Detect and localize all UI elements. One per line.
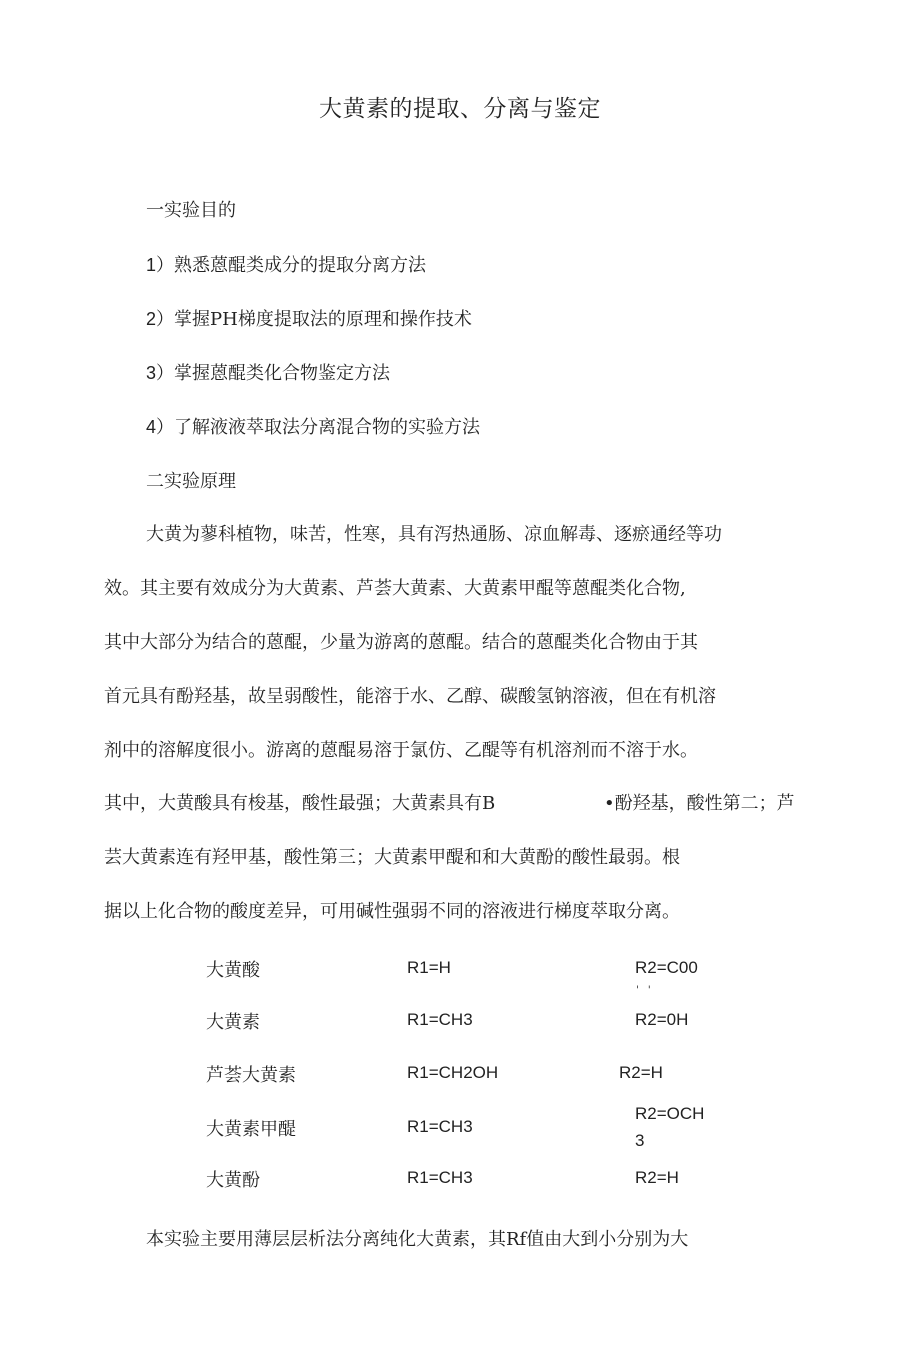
r1-value: R1=CH3 bbox=[407, 1117, 473, 1136]
paragraph-line: 其中大部分为结合的蒽醌，少量为游离的蒽醌。结合的蒽醌类化合物由于其 bbox=[104, 632, 698, 653]
compound-name: 大黄素甲醍 bbox=[206, 1119, 296, 1140]
r2-value: R2=OCH bbox=[635, 1104, 705, 1123]
section-heading-objectives: 一实验目的 bbox=[146, 200, 236, 221]
list-item: 4）了解液液萃取法分离混合物的实验方法 bbox=[146, 417, 481, 438]
r2-value: R2=0H bbox=[635, 1010, 689, 1029]
paragraph-line-tail: •酚羟基，酸性第二；芦 bbox=[604, 793, 795, 814]
list-item: 1）熟悉蒽醌类成分的提取分离方法 bbox=[146, 255, 427, 276]
compound-name: 芦荟大黄素 bbox=[206, 1065, 296, 1086]
r2-value-continuation: ' ' bbox=[636, 985, 654, 996]
r1-value: R1=H bbox=[407, 958, 451, 977]
paragraph-line: 剂中的溶解度很小。游离的蒽醌易溶于氯仿、乙醍等有机溶剂而不溶于水。 bbox=[104, 740, 698, 761]
paragraph-line: 芸大黄素连有羟甲基，酸性第三；大黄素甲醍和和大黄酚的酸性最弱。根 bbox=[104, 847, 680, 868]
paragraph-line: 大黄为蓼科植物，味苦，性寒，具有泻热通肠、凉血解毒、逐瘀通经等功 bbox=[146, 524, 722, 545]
r2-value: R2=C00 bbox=[635, 958, 698, 977]
r1-value: R1=CH3 bbox=[407, 1010, 473, 1029]
compound-name: 大黄酚 bbox=[206, 1170, 260, 1191]
paragraph-line: 效。其主要有效成分为大黄素、芦荟大黄素、大黄素甲醌等蒽醌类化合物, bbox=[104, 578, 686, 599]
r2-value: R2=H bbox=[635, 1168, 679, 1187]
paragraph-line: 其中，大黄酸具有梭基，酸性最强；大黄素具有B bbox=[104, 793, 496, 814]
paragraph-line: 据以上化合物的酸度差异，可用碱性强弱不同的溶液进行梯度萃取分离。 bbox=[104, 901, 680, 922]
paragraph-line: 本实验主要用薄层层析法分离纯化大黄素，其Rf值由大到小分别为大 bbox=[146, 1229, 689, 1250]
compound-name: 大黄酸 bbox=[206, 960, 260, 981]
list-item: 2）掌握PH梯度提取法的原理和操作技术 bbox=[146, 309, 472, 330]
r1-value: R1=CH2OH bbox=[407, 1063, 499, 1082]
page-title: 大黄素的提取、分离与鉴定 bbox=[319, 96, 601, 122]
compound-name: 大黄素 bbox=[206, 1012, 260, 1033]
r2-value: R2=H bbox=[619, 1063, 663, 1082]
section-heading-principle: 二实验原理 bbox=[146, 471, 236, 492]
r1-value: R1=CH3 bbox=[407, 1168, 473, 1187]
list-item: 3）掌握蒽醌类化合物鉴定方法 bbox=[146, 363, 391, 384]
paragraph-line: 首元具有酚羟基，故呈弱酸性，能溶于水、乙醇、碳酸氢钠溶液，但在有机溶 bbox=[104, 686, 716, 707]
r2-value-continuation: 3 bbox=[635, 1131, 645, 1150]
